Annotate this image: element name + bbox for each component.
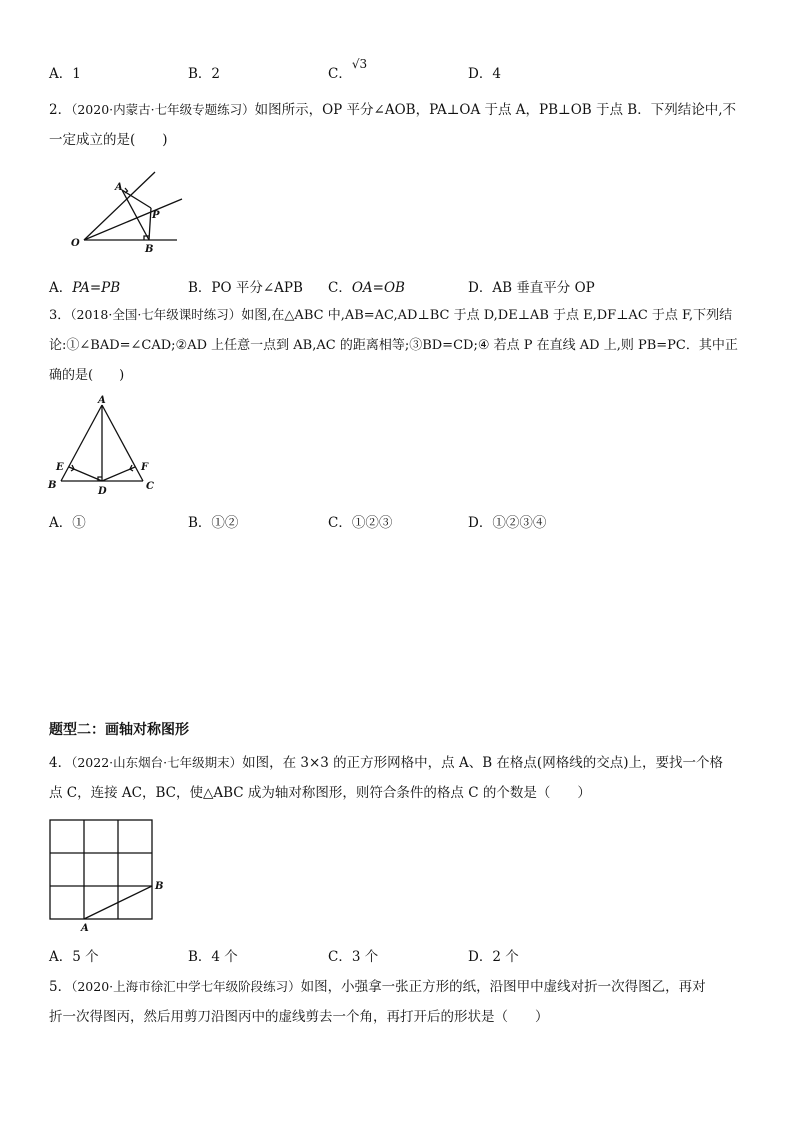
- label-a: A: [98, 395, 106, 406]
- question-number: 4．: [49, 755, 72, 771]
- option-text: 3 个: [351, 949, 379, 965]
- q4-option-a[interactable]: [49, 945, 99, 965]
- option-text: 2 个: [492, 949, 519, 965]
- label-a: A: [115, 182, 123, 193]
- option-letter: B．: [188, 515, 212, 531]
- label-d: D: [98, 486, 107, 497]
- option-text: 4 个: [211, 949, 238, 965]
- option-letter: B．: [188, 280, 212, 296]
- section-title: 题型二：画轴对称图形: [49, 722, 189, 738]
- option-letter: C．: [328, 515, 352, 531]
- stem-text: 点 C，连接 AC，BC，使△ABC 成为轴对称图形，则符合条件的格点 C 的个数是（ ）: [49, 785, 591, 801]
- q1-option-d[interactable]: [468, 62, 501, 82]
- label-b: B: [48, 480, 57, 491]
- q2-option-b[interactable]: [188, 276, 303, 296]
- option-letter: C．: [328, 949, 352, 965]
- stem-text: 如图所示，OP 平分∠AOB，PA⊥OA 于点 A，PB⊥OB 于点 B．下列结论中,不: [254, 102, 737, 118]
- option-letter: A．: [49, 949, 73, 965]
- option-letter: A．: [49, 66, 73, 82]
- question-number: 5．: [49, 979, 72, 995]
- q4-stem: [49, 748, 754, 808]
- option-text: OA=OB: [351, 280, 405, 296]
- q2-stem: [49, 95, 754, 155]
- question-source: （2018·全国·七年级课时练习）: [70, 307, 242, 322]
- stem-text: 论:①∠BAD=∠CAD;②AD 上任意一点到 AB,AC 的距离相等;③BD=CD;④ 若点 P 在直线 AD 上,则 PB=PC．其中正: [49, 338, 738, 353]
- q2-option-a[interactable]: [49, 276, 120, 296]
- q2-figure: [64, 170, 189, 260]
- label-a: A: [81, 923, 89, 934]
- stem-text: 折一次得图丙，然后用剪刀沿图丙中的虚线剪去一个角，再打开后的形状是（ ）: [49, 1009, 549, 1025]
- option-letter: B．: [188, 66, 212, 82]
- q3-option-a[interactable]: [49, 511, 86, 531]
- q1-option-a[interactable]: [49, 62, 81, 82]
- option-text: 4: [492, 66, 501, 82]
- option-letter: C．: [328, 66, 352, 82]
- option-letter: A．: [49, 515, 73, 531]
- stem-text: 如图，在 3×3 的正方形网格中，点 A、B 在格点(网格线的交点)上，要找一个格: [242, 755, 723, 771]
- label-c: C: [146, 481, 154, 492]
- option-text: ①②: [211, 515, 239, 531]
- option-text: 5 个: [72, 949, 99, 965]
- stem-text: 确的是( ): [49, 368, 125, 383]
- q3-option-d[interactable]: [468, 511, 546, 531]
- stem-text: 如图，小强拿一张正方形的纸，沿图甲中虚线对折一次得图乙，再对: [300, 979, 706, 995]
- label-b: B: [155, 881, 164, 892]
- option-text: PO 平分∠APB: [211, 280, 303, 296]
- q1-option-b[interactable]: [188, 62, 220, 82]
- question-source: （2022·山东烟台·七年级期末）: [71, 755, 243, 770]
- q4-option-d[interactable]: [468, 945, 519, 965]
- label-p: P: [152, 210, 160, 221]
- q1-option-c[interactable]: [328, 57, 368, 82]
- question-number: 3．: [49, 308, 71, 323]
- option-text: AB 垂直平分 OP: [492, 280, 595, 296]
- option-letter: A．: [49, 280, 73, 296]
- q4-option-b[interactable]: [188, 945, 238, 965]
- stem-text: 一定成立的是( ): [49, 132, 168, 148]
- option-letter: D．: [468, 949, 493, 965]
- option-letter: D．: [468, 280, 493, 296]
- label-e: E: [56, 462, 64, 473]
- label-f: F: [141, 462, 149, 473]
- option-text: PA=PB: [72, 280, 121, 296]
- option-letter: B．: [188, 949, 212, 965]
- q2-option-c[interactable]: [328, 276, 405, 296]
- q2-option-d[interactable]: [468, 276, 595, 296]
- stem-text: 如图,在△ABC 中,AB=AC,AD⊥BC 于点 D,DE⊥AB 于点 E,DF⊥AC 于点 F,下列结: [241, 308, 733, 323]
- q3-option-c[interactable]: [328, 511, 392, 531]
- q3-figure: [44, 393, 164, 498]
- option-text: ①②③④: [492, 515, 547, 531]
- q5-stem: [49, 972, 754, 1032]
- label-o: O: [71, 238, 80, 249]
- option-letter: D．: [468, 515, 493, 531]
- question-number: 2．: [49, 102, 72, 118]
- q3-option-b[interactable]: [188, 511, 238, 531]
- option-letter: C．: [328, 280, 352, 296]
- option-text: 1: [72, 66, 81, 82]
- question-source: （2020·内蒙古·七年级专题练习）: [71, 102, 255, 117]
- label-b: B: [145, 244, 154, 255]
- option-letter: D．: [468, 66, 493, 82]
- q4-figure: [44, 815, 174, 935]
- question-source: （2020·上海市徐汇中学七年级阶段练习）: [71, 979, 301, 994]
- q3-stem: [49, 300, 754, 391]
- option-text: 2: [211, 66, 221, 82]
- option-text: √3: [351, 57, 368, 71]
- q4-option-c[interactable]: [328, 945, 378, 965]
- option-text: ①: [72, 515, 86, 531]
- option-text: ①②③: [351, 515, 393, 531]
